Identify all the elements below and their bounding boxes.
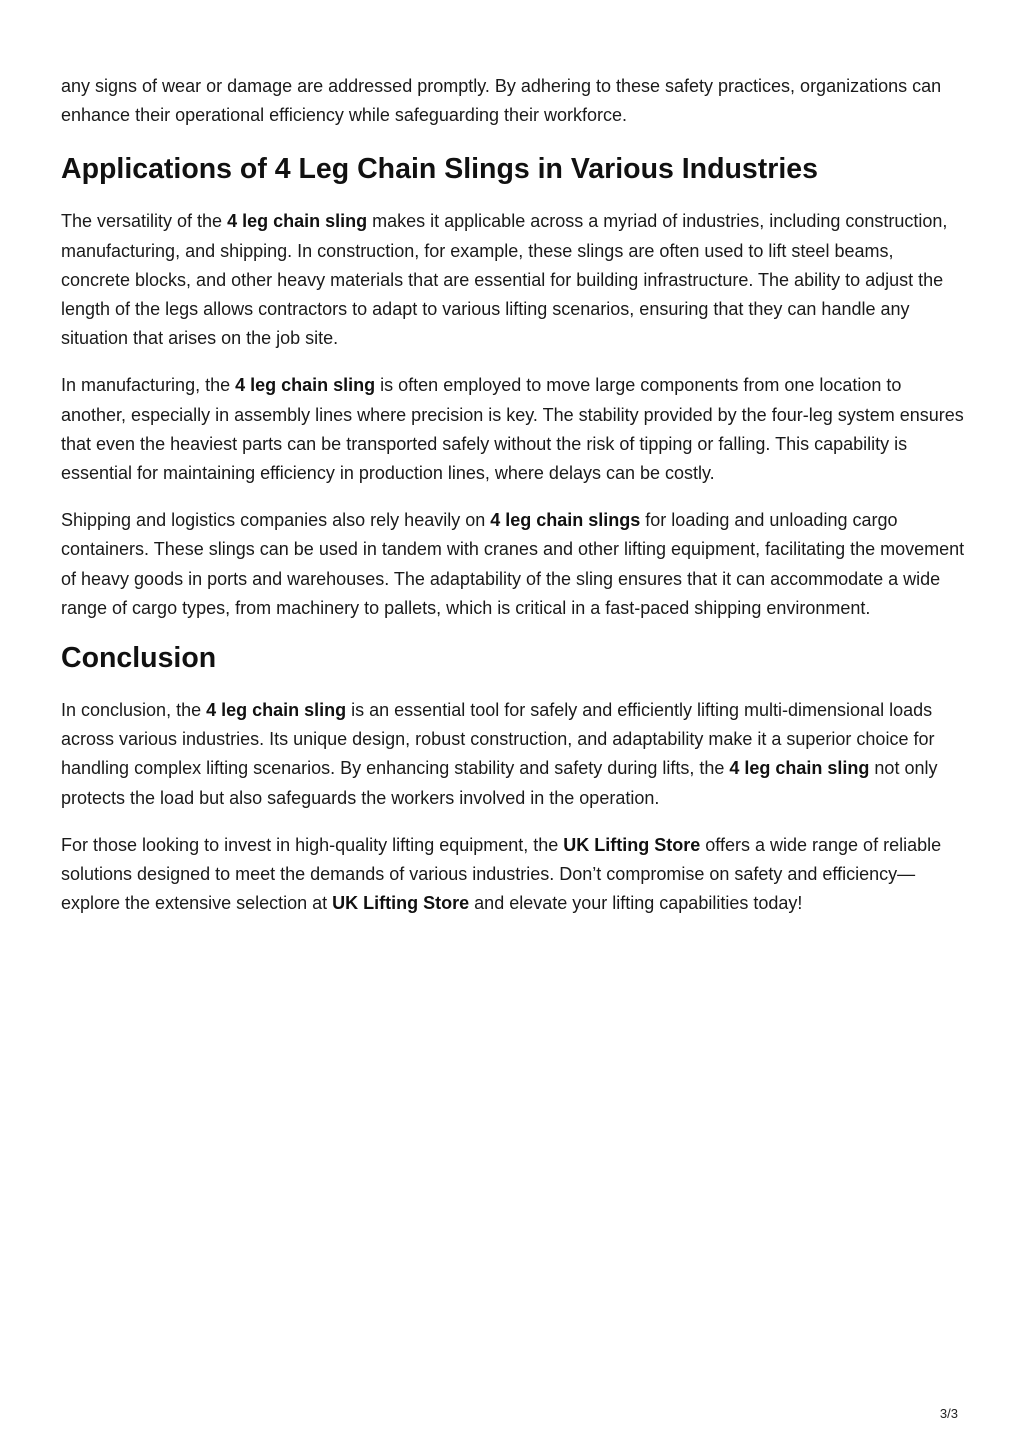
keyword-4-leg-chain-slings: 4 leg chain slings <box>490 510 641 531</box>
text-run: makes it applicable across a myriad of industries, including construction, manufacturing, and shipping. In construction, for example, these slings are often used to lift steel beams, concrete blocks, and other heavy materials that are essential for building infrastructure. The ability to adjust the length of the legs allows contractors to adapt to various lifting scenarios, ensuring that they can handle any situation that arises on the job site. <box>61 211 948 349</box>
applications-paragraph-shipping <box>61 506 966 623</box>
text-run: and elevate your lifting capabilities today! <box>469 893 803 914</box>
conclusion-paragraph-call-to-action <box>61 831 966 919</box>
text-run: In conclusion, the <box>61 700 207 721</box>
intro-paragraph: any signs of wear or damage are addressed promptly. By adhering to these safety practices, organizations can enhance their operational efficiency while safeguarding their workforce. <box>61 76 942 126</box>
text-run: In manufacturing, the <box>61 375 236 396</box>
keyword-4-leg-chain-sling: 4 leg chain sling <box>729 758 870 779</box>
keyword-uk-lifting-store: UK Lifting Store <box>332 893 470 914</box>
keyword-4-leg-chain-sling: 4 leg chain sling <box>206 700 347 721</box>
text-run: not only protects the load but also safeguards the workers involved in the operation. <box>61 758 938 808</box>
text-run: is an essential tool for safely and efficiently lifting multi-dimensional loads across various industries. Its unique design, robust construction, and adaptability make it a superior choice for handling complex lifting scenarios. By enhancing stability and safety during lifts, the <box>61 700 935 779</box>
text-run: For those looking to invest in high-quality lifting equipment, the <box>61 834 564 855</box>
keyword-4-leg-chain-sling: 4 leg chain sling <box>227 211 368 232</box>
text-run: for loading and unloading cargo containers. These slings can be used in tandem with cranes and other lifting equipment, facilitating the movement of heavy goods in ports and warehouses. The adaptability of the sling ensures that it can accommodate a wide range of cargo types, from machinery to pallets, which is critical in a fast-paced shipping environment. <box>61 510 965 618</box>
text-run: is often employed to move large components from one location to another, especially in assembly lines where precision is key. The stability provided by the four-leg system ensures that even the heaviest parts can be transported safely without the risk of tipping or falling. This capability is essential for maintaining efficiency in production lines, where delays can be costly. <box>61 375 964 484</box>
applications-paragraph-manufacturing <box>61 371 966 488</box>
conclusion-paragraph-summary <box>61 696 966 813</box>
text-run: Shipping and logistics companies also rely heavily on <box>61 510 491 531</box>
text-run: The versatility of the <box>61 211 228 232</box>
applications-heading: Applications of 4 Leg Chain Slings in Various Industries <box>61 153 818 186</box>
keyword-4-leg-chain-sling: 4 leg chain sling <box>235 375 376 396</box>
keyword-uk-lifting-store: UK Lifting Store <box>563 834 701 855</box>
document-body <box>61 72 966 936</box>
applications-paragraph-construction <box>61 207 966 353</box>
page-number: 3/3 <box>939 1406 958 1421</box>
text-run: offers a wide range of reliable solutions designed to meet the demands of various industries. Don’t compromise on safety and efficiency—explore the extensive selection at <box>61 834 942 914</box>
conclusion-heading: Conclusion <box>61 642 217 675</box>
